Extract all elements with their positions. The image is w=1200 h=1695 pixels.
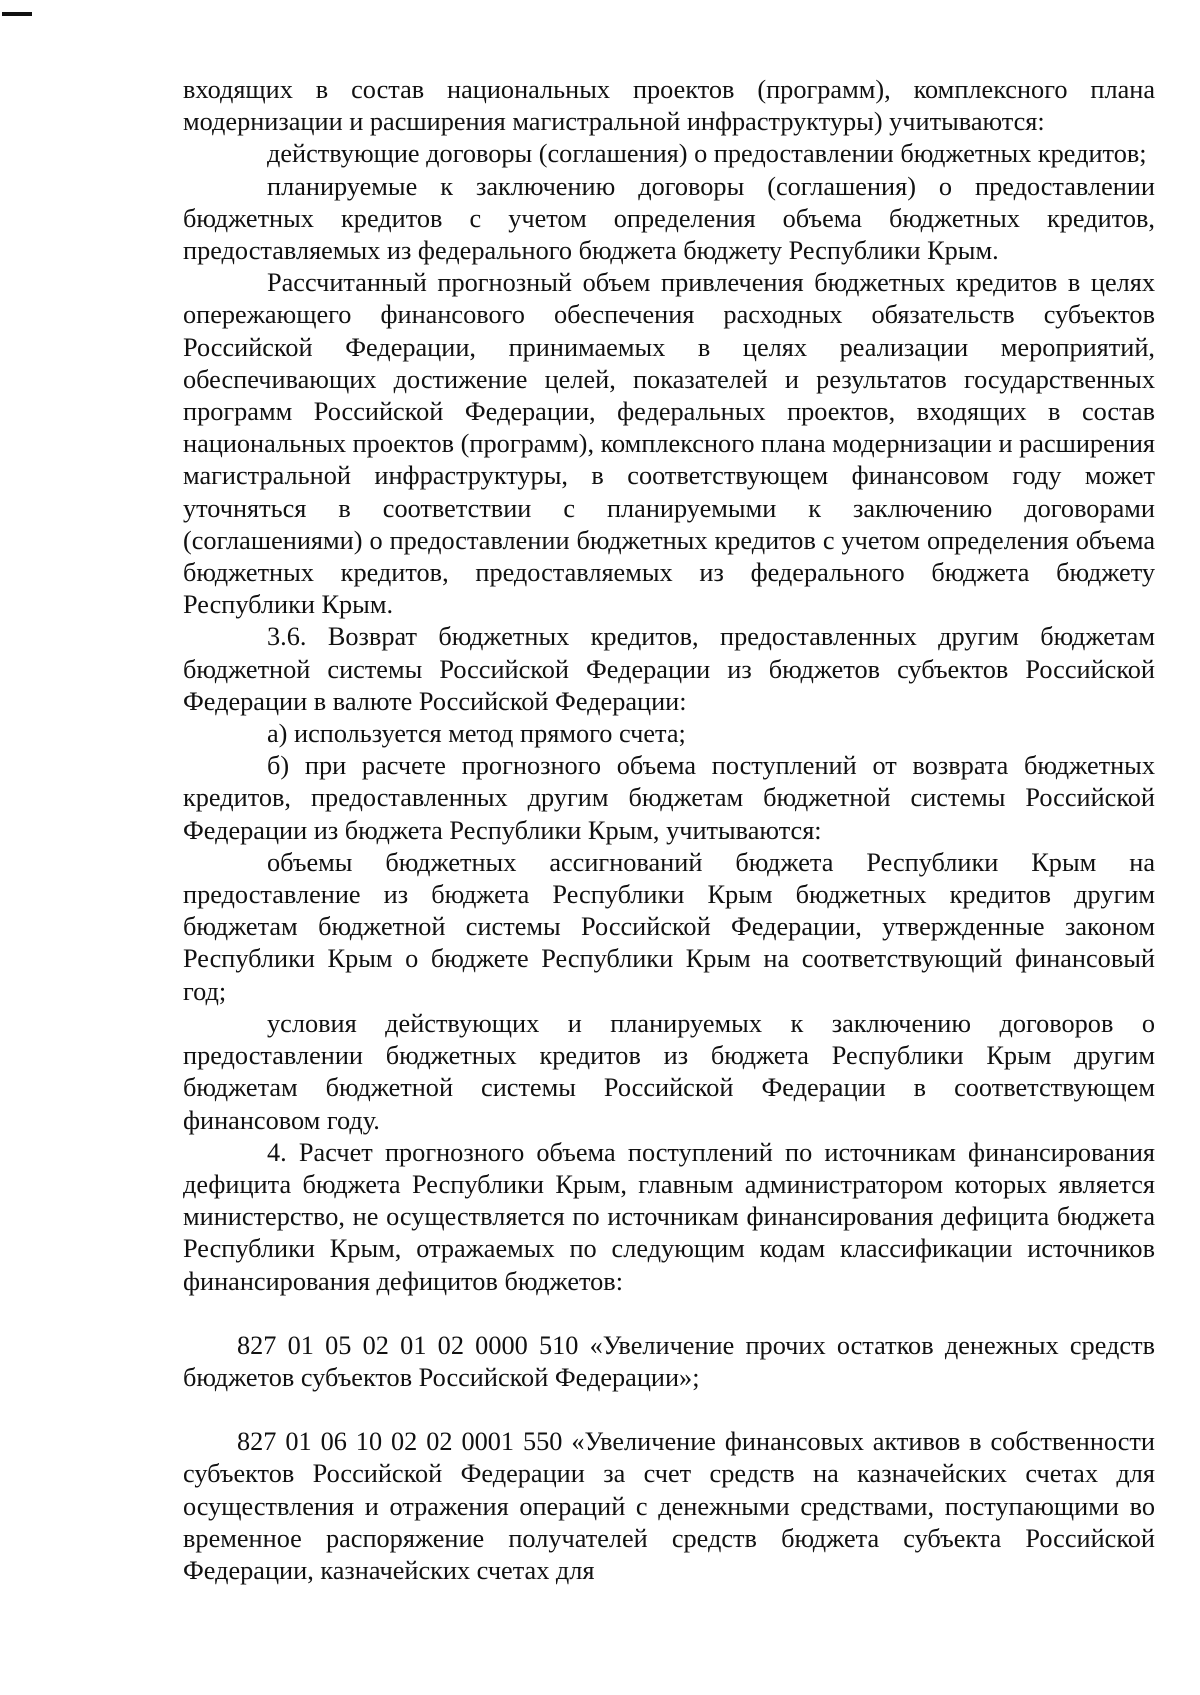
paragraph-item-b: б) при расчете прогнозного объема поступлений от возврата бюджетных кредитов, предоставленных другим бюджетам бюджетной системы Российской Федерации из бюджета Республики Крым, учитываются: bbox=[183, 751, 1155, 845]
scan-corner-mark bbox=[2, 12, 32, 16]
paragraph-continuation: входящих в состав национальных проектов (программ), комплексного плана модернизации и расширения магистральной инфраструктуры) учитываются: bbox=[183, 75, 1155, 137]
paragraph-code-510: 827 01 05 02 01 02 0000 510 «Увеличение прочих остатков денежных средств бюджетов субъектов Российской Федерации»; bbox=[183, 1330, 1155, 1392]
paragraph-item-a: а) используется метод прямого счета; bbox=[267, 719, 686, 749]
paragraph-planned-agreements: планируемые к заключению договоры (соглашения) о предоставлении бюджетных кредитов с учетом определения объема бюджетных кредитов, предоставляемых из федерального бюджета бюджету Республики Крым. bbox=[183, 171, 1155, 266]
paragraph-forecast-volume: Рассчитанный прогнозный объем привлечения бюджетных кредитов в целях опережающего финансового обеспечения расходных обязательств субъектов Российской Федерации, принимаемых в целях реализации мероприятий, обеспечивающих достижение целей, показателей и результатов государственных программ Российской Федерации, федеральных проектов, входящих в состав национальных проектов (программ), комплексного плана модернизации и расширения магистральной инфраструктуры, в соответствующем финансовом году может уточняться в соответствии с планируемыми к заключению договорами (соглашениями) о предоставлении бюджетных кредитов с учетом определения объема бюджетных кредитов, предоставляемых из федерального бюджета бюджету Республики Крым. bbox=[183, 268, 1155, 620]
paragraph-current-agreements: действующие договоры (соглашения) о предоставлении бюджетных кредитов; bbox=[267, 139, 1147, 169]
paragraph-section-3-6: 3.6. Возврат бюджетных кредитов, предоставленных другим бюджетам бюджетной системы Российской Федерации из бюджетов субъектов Российской Федерации в валюте Российской Федерации: bbox=[183, 622, 1155, 716]
paragraph-section-4: 4. Расчет прогнозного объема поступлений по источникам финансирования дефицита бюджета Республики Крым, главным администратором которых является министерство, не осуществляется по источникам финансирования дефицита бюджета Республики Крым, отражаемых по следующим кодам классификации источников финансирования дефицитов бюджетов: bbox=[183, 1137, 1155, 1296]
paragraph-code-550: 827 01 06 10 02 02 0001 550 «Увеличение финансовых активов в собственности субъектов Российской Федерации за счет средств на казначейских счетах для осуществления и отражения операций с денежными средствами, поступающими во временное распоряжение получателей средств бюджета субъекта Российской Федерации, казначейских счетах для bbox=[183, 1427, 1155, 1585]
document-body bbox=[183, 74, 1155, 1587]
paragraph-agreement-conditions: условия действующих и планируемых к заключению договоров о предоставлении бюджетных кредитов из бюджета Республики Крым другим бюджетам бюджетной системы Российской Федерации в соответствующем финансовом году. bbox=[183, 1008, 1155, 1135]
paragraph-budget-allocations: объемы бюджетных ассигнований бюджета Республики Крым на предоставление из бюджета Республики Крым бюджетных кредитов другим бюджетам бюджетной системы Российской Федерации, утвержденные законом Республики Крым о бюджете Республики Крым на соответствующий финансовый год; bbox=[183, 847, 1155, 1006]
